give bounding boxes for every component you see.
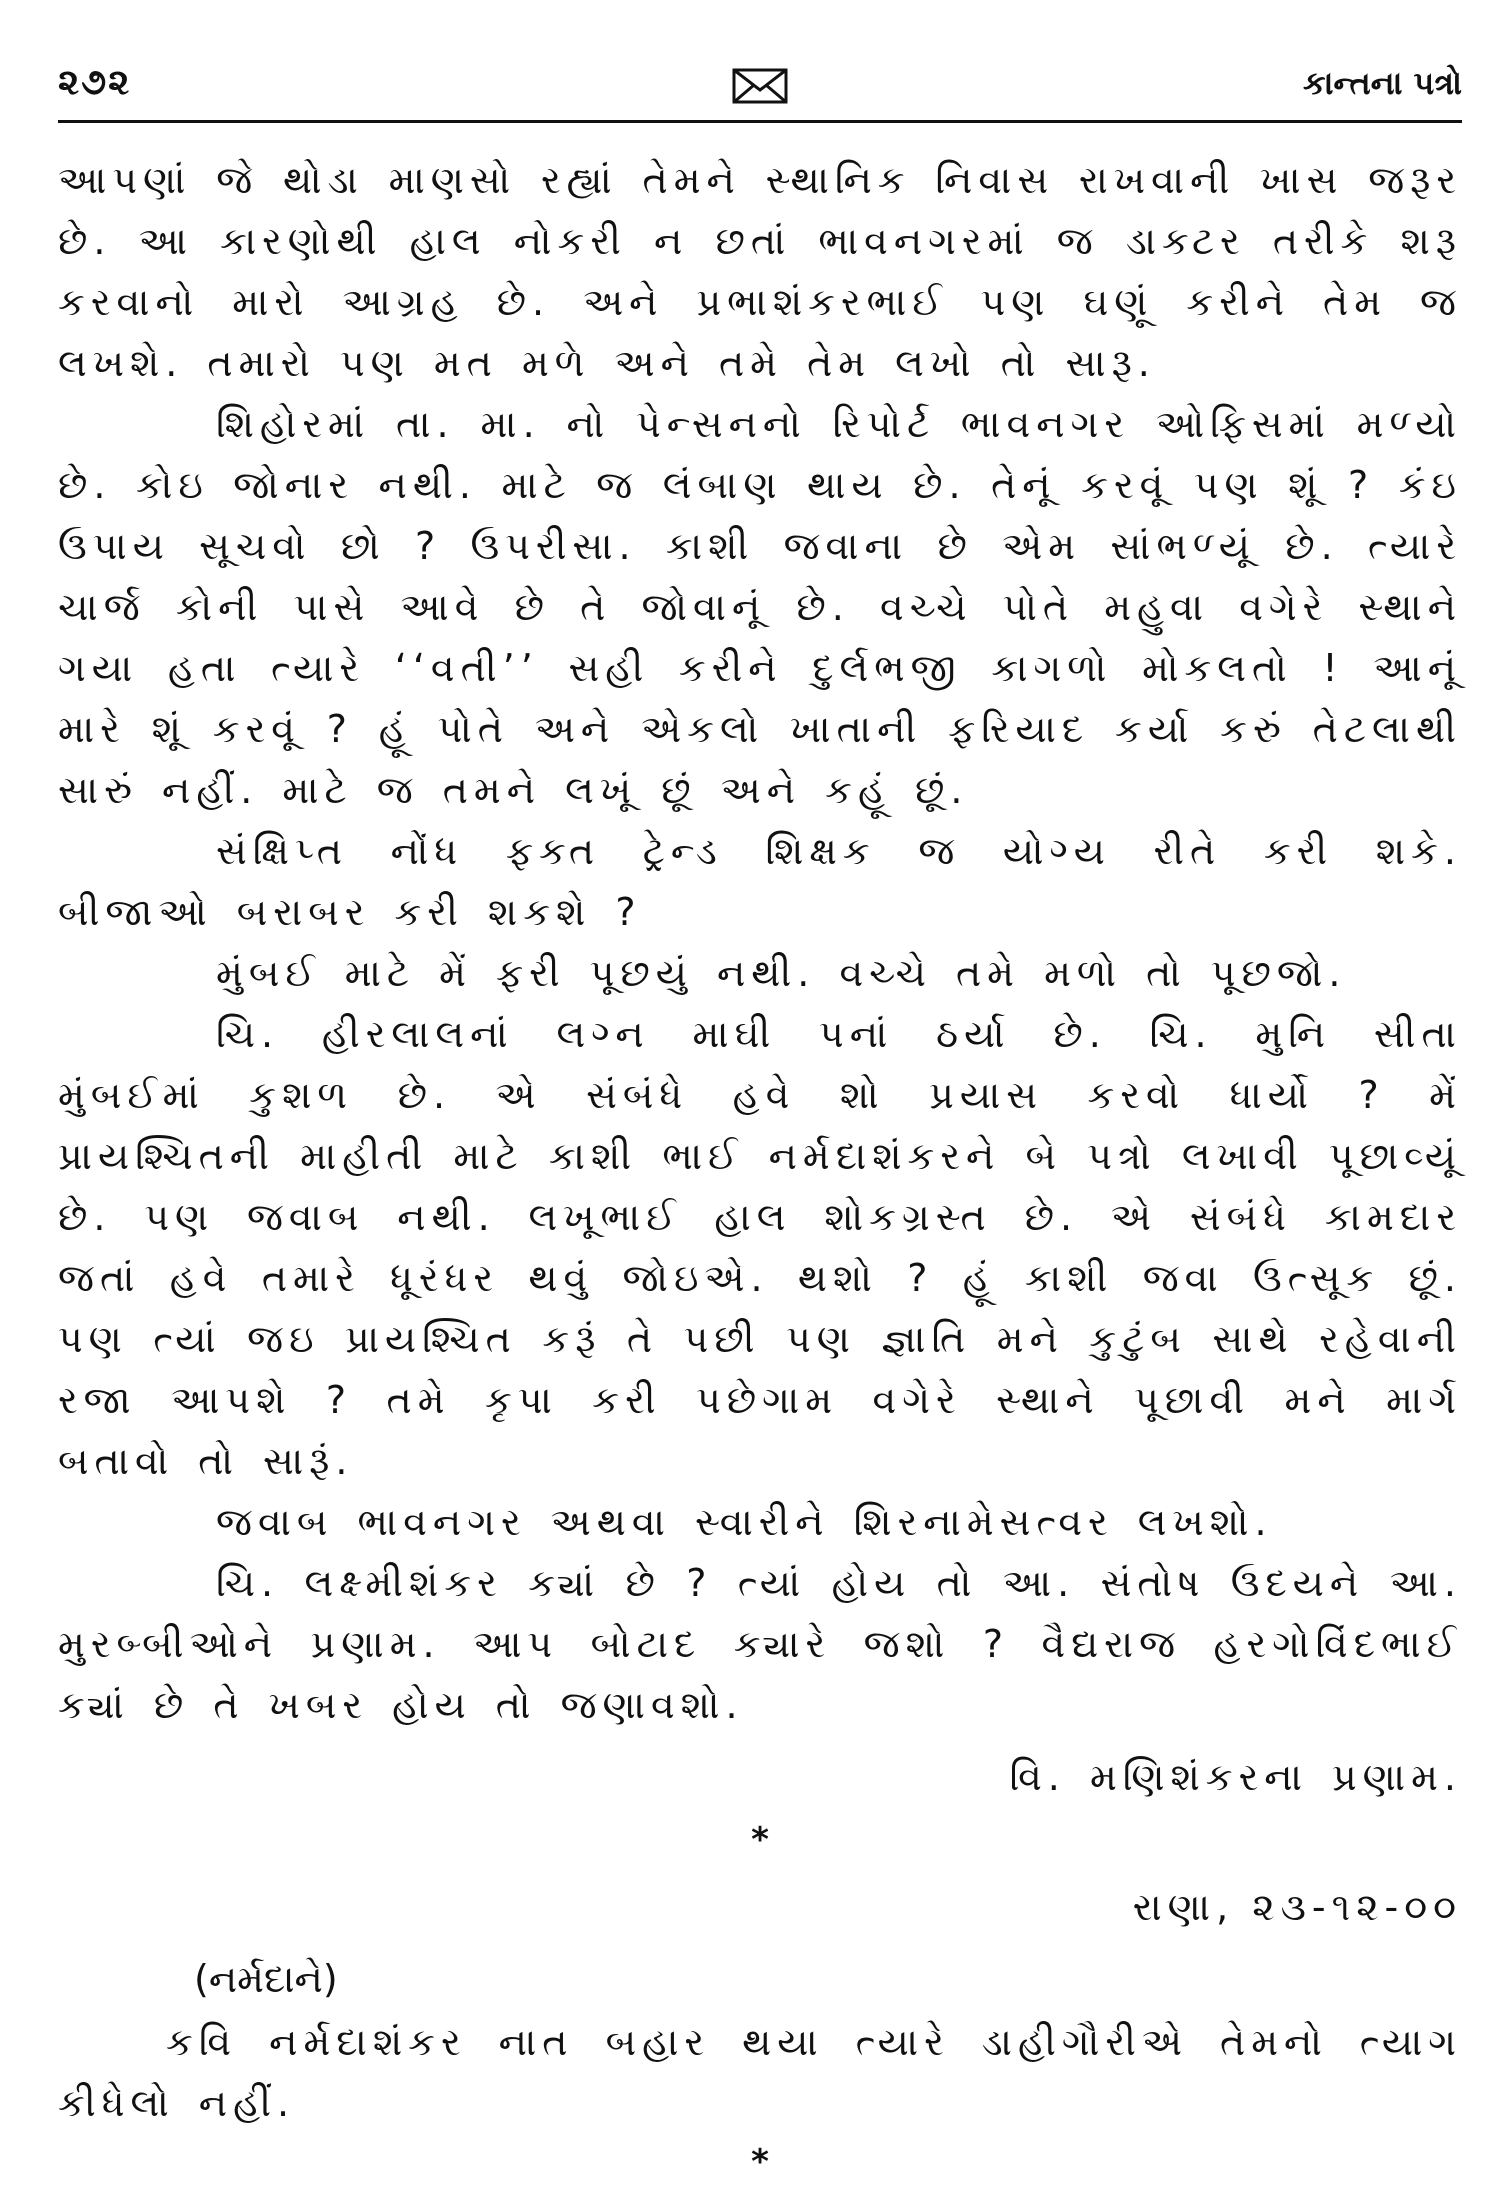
letter-dateline: રાણા, ૨૩-૧૨-૦૦: [1132, 1885, 1462, 1929]
section-separator: *: [751, 2142, 769, 2182]
paragraph: ચિ. હીરલાલનાં લગ્ન માઘી પનાં ઠર્યા છે. ચિ. મુનિ સીતા મુંબઈમાં કુશળ છે. એ સંબંધે હવે શો પ્રયાસ કરવો ધાર્યો ? મેં પ્રાયશ્ચિતની માહીતી માટે કાશી ભાઈ નર્મદાશંકરને બે પત્રો લખાવી પૂછાવ્યૂં છે. પણ જવાબ નથી. લખૂભાઈ હાલ શોકગ્રસ્ત છે. એ સંબંધે કામદાર જતાં હવે તમારે ધૂરંધર થવું જોઇએ. થશો ? હૂં કાશી જવા ઉત્સૂક છૂં. પણ ત્યાં જઇ પ્રાયશ્ચિત કરૂં તે પછી પણ જ્ઞાતિ મને કુટુંબ સાથે રહેવાની રજા આપશે ? તમે કૃપા કરી પછેગામ વગેરે સ્થાને પૂછાવી મને માર્ગ બતાવો તો સારૂં.: [58, 1012, 1462, 1483]
paragraph: શિહોરમાં તા. મા. નો પેન્સનનો રિપોર્ટ ભાવનગર ઓફિસમાં મળ્યો છે. કોઇ જોનાર નથી. માટે જ લંબાણ થાય છે. તેનૂં કરવૂં પણ શૂં ? કંઇ ઉપાય સૂચવો છો ? ઉપરીસા. કાશી જવાના છે એમ સાંભળ્યૂં છે. ત્યારે ચાર્જ કોની પાસે આવે છે તે જોવાનૂં છે. વચ્ચે પોતે મહુવા વગેરે સ્થાને ગયા હતા ત્યારે ‘‘વતી’’ સહી કરીને દુર્લભજી કાગળો મોકલતો ! આનૂં મારે શૂં કરવૂં ? હૂં પોતે અને એકલો ખાતાની ફરિયાદ કર્યા કરું તેટલાથી સારું નહીં. માટે જ તમને લખૂં છૂં અને કહૂં છૂં.: [58, 402, 1462, 812]
signature: વિ. મણિશંકરના પ્રણામ.: [1009, 1755, 1462, 1799]
book-page: [58, 40, 1462, 2182]
paragraph: ચિ. લક્ષ્મીશંકર ક્યાં છે ? ત્યાં હોય તો આ. સંતોષ ઉદયને આ. મુરબ્બીઓને પ્રણામ. આપ બોટાદ ક્યારે જશો ? વૈદ્યરાજ હરગોવિંદભાઈ ક્યાં છે તે ખબર હોય તો જણાવશો.: [58, 1561, 1462, 1727]
paragraph: જવાબ ભાવનગર અથવા સ્વારીને શિરનામેસત્વર લખશો.: [216, 1500, 1273, 1544]
running-title: કાન્તના પત્રો: [1303, 64, 1462, 102]
paragraph: મુંબઈ માટે મેં ફરી પૂછયું નથી. વચ્ચે તમે મળો તો પૂછજો.: [216, 951, 1347, 995]
page-header: [58, 40, 1462, 123]
paragraph: સંક્ષિપ્ત નોંધ ફક્ત ટ્રેન્ડ શિક્ષક જ યોગ્ય રીતે કરી શકે. બીજાઓ બરાબર કરી શકશે ?: [58, 829, 1462, 934]
paragraph: કવિ નર્મદાશંકર નાત બહાર થયા ત્યારે ડાહીગૌરીએ તેમનો ત્યાગ કીધેલો નહીં.: [58, 2020, 1462, 2125]
section-separator: *: [751, 1820, 769, 1860]
paragraph: આપણાં જે થોડા માણસો રહ્યાં તેમને સ્થાનિક નિવાસ રાખવાની ખાસ જરૂર છે. આ કારણોથી હાલ નોકરી ન છતાં ભાવનગરમાં જ ડાક્ટર તરીકે શરૂ કરવાનો મારો આગ્રહ છે. અને પ્રભાશંકરભાઈ પણ ઘણૂં કરીને તેમ જ લખશે. તમારો પણ મત મળે અને તમે તેમ લખો તો સારૂ.: [58, 158, 1462, 385]
envelope-icon: [732, 68, 788, 104]
page-number: ૨૭૨: [58, 62, 132, 103]
letter-recipient: (નર્મદાને): [194, 1957, 338, 2001]
letter-body: [58, 150, 1462, 2190]
